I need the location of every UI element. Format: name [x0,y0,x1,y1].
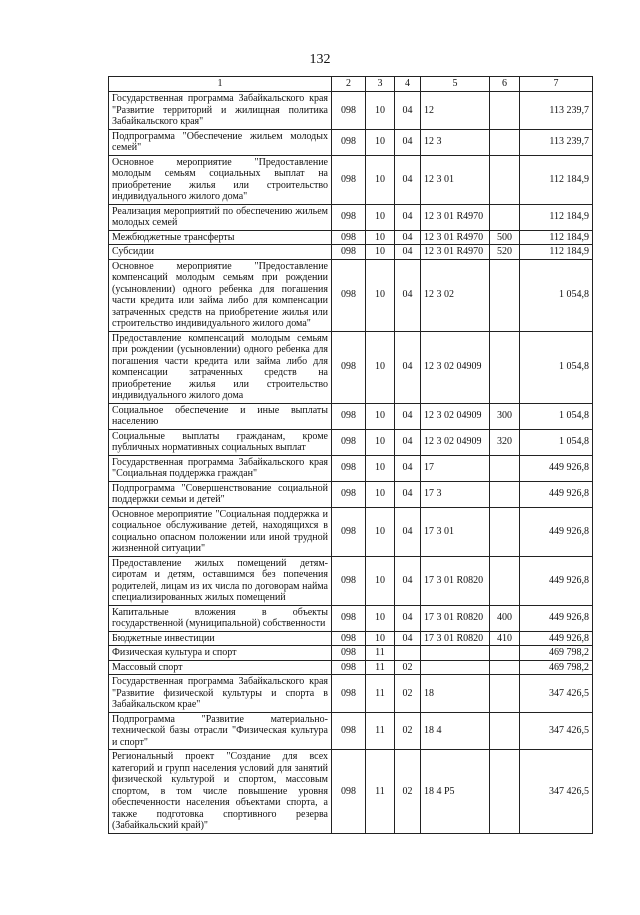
section-code-cell: 10 [366,481,395,507]
expense-type-cell [490,331,520,403]
ministry-code-cell: 098 [332,631,366,646]
row-name-cell: Подпрограмма "Обеспечение жильем молодых семей" [109,129,332,155]
row-name-cell: Социальные выплаты гражданам, кроме публичных нормативных социальных выплат [109,429,332,455]
expense-type-cell [490,660,520,675]
row-name-cell: Физическая культура и спорт [109,646,332,661]
amount-cell: 1 054,8 [520,331,593,403]
expense-type-cell [490,481,520,507]
section-code-cell: 11 [366,646,395,661]
row-name-cell: Бюджетные инвестиции [109,631,332,646]
amount-cell: 113 239,7 [520,129,593,155]
expense-type-cell: 500 [490,230,520,245]
header-cell: 4 [395,77,421,92]
ministry-code-cell: 098 [332,259,366,331]
row-name-cell: Основное мероприятие "Предоставление компенсаций молодым семьям при рождении (усыновлении) одного ребенка для погашения части кредита или займа либо для компенсации затраченных средств на приобретение жилья или строительство индивидуального жилого дома" [109,259,332,331]
section-code-cell: 11 [366,750,395,834]
section-code-cell: 10 [366,605,395,631]
target-article-cell: 12 3 02 04909 [421,403,490,429]
section-code-cell: 10 [366,245,395,260]
target-article-cell: 12 3 01 [421,155,490,204]
amount-cell: 449 926,8 [520,507,593,556]
section-code-cell: 10 [366,204,395,230]
target-article-cell: 12 3 02 04909 [421,331,490,403]
section-code-cell: 10 [366,331,395,403]
expense-type-cell: 300 [490,403,520,429]
expense-type-cell [490,259,520,331]
subsection-code-cell: 04 [395,155,421,204]
target-article-cell: 12 3 02 [421,259,490,331]
expense-type-cell [490,507,520,556]
row-name-cell: Предоставление жилых помещений детям-сиротам и детям, оставшимся без попечения родителей, лицам из их числа по договорам найма специализированных жилых помещений [109,556,332,605]
expense-type-cell: 410 [490,631,520,646]
header-cell: 2 [332,77,366,92]
row-name-cell: Основное мероприятие "Социальная поддержка и социальное обслуживание детей, находящихся в социально опасном положении или иной трудной жизненной ситуации" [109,507,332,556]
amount-cell: 449 926,8 [520,605,593,631]
table-row [109,660,593,675]
section-code-cell: 10 [366,507,395,556]
section-code-cell: 10 [366,129,395,155]
table-row [109,245,593,260]
target-article-cell: 18 4 [421,712,490,750]
table-body [109,92,593,834]
section-code-cell: 11 [366,660,395,675]
subsection-code-cell: 04 [395,230,421,245]
row-name-cell: Государственная программа Забайкальского края "Развитие физической культуры и спорта в Забайкальском крае" [109,675,332,713]
target-article-cell [421,646,490,661]
subsection-code-cell: 04 [395,481,421,507]
section-code-cell: 10 [366,155,395,204]
header-cell: 1 [109,77,332,92]
section-code-cell: 10 [366,429,395,455]
amount-cell: 112 184,9 [520,204,593,230]
table-row [109,481,593,507]
amount-cell: 449 926,8 [520,556,593,605]
subsection-code-cell: 04 [395,455,421,481]
amount-cell: 113 239,7 [520,92,593,130]
amount-cell: 112 184,9 [520,230,593,245]
ministry-code-cell: 098 [332,675,366,713]
target-article-cell: 18 4 P5 [421,750,490,834]
target-article-cell: 12 3 01 R4970 [421,245,490,260]
ministry-code-cell: 098 [332,481,366,507]
target-article-cell: 17 3 01 R0820 [421,631,490,646]
subsection-code-cell: 04 [395,204,421,230]
amount-cell: 469 798,2 [520,660,593,675]
target-article-cell: 17 [421,455,490,481]
amount-cell: 347 426,5 [520,675,593,713]
subsection-code-cell: 04 [395,129,421,155]
subsection-code-cell: 04 [395,631,421,646]
expense-type-cell [490,712,520,750]
target-article-cell: 12 3 02 04909 [421,429,490,455]
amount-cell: 112 184,9 [520,245,593,260]
ministry-code-cell: 098 [332,155,366,204]
table-row [109,230,593,245]
expense-type-cell [490,556,520,605]
row-name-cell: Подпрограмма "Развитие материально-технической базы отрасли "Физическая культура и спорт" [109,712,332,750]
amount-cell: 1 054,8 [520,403,593,429]
subsection-code-cell: 02 [395,675,421,713]
row-name-cell: Региональный проект "Создание для всех категорий и групп населения условий для занятий физической культурой и спортом, массовым спортом, в том числе повышение уровня обеспеченности населения объектами спорта, а также подготовка спортивного резерва (Забайкальский край)" [109,750,332,834]
amount-cell: 449 926,8 [520,481,593,507]
subsection-code-cell: 02 [395,660,421,675]
header-row [109,77,593,92]
ministry-code-cell: 098 [332,230,366,245]
table-row [109,605,593,631]
expense-type-cell [490,750,520,834]
amount-cell: 449 926,8 [520,455,593,481]
subsection-code-cell: 04 [395,605,421,631]
table-row [109,429,593,455]
row-name-cell: Государственная программа Забайкальского края "Социальная поддержка граждан" [109,455,332,481]
ministry-code-cell: 098 [332,605,366,631]
table-row [109,204,593,230]
ministry-code-cell: 098 [332,646,366,661]
table-row [109,259,593,331]
row-name-cell: Субсидии [109,245,332,260]
ministry-code-cell: 098 [332,750,366,834]
amount-cell: 347 426,5 [520,712,593,750]
table-row [109,155,593,204]
subsection-code-cell: 04 [395,92,421,130]
expense-type-cell [490,92,520,130]
expense-type-cell [490,204,520,230]
expense-type-cell: 400 [490,605,520,631]
subsection-code-cell: 04 [395,429,421,455]
header-cell: 3 [366,77,395,92]
row-name-cell: Массовый спорт [109,660,332,675]
budget-table [108,76,593,834]
ministry-code-cell: 098 [332,129,366,155]
ministry-code-cell: 098 [332,455,366,481]
amount-cell: 1 054,8 [520,259,593,331]
header-cell: 7 [520,77,593,92]
section-code-cell: 10 [366,455,395,481]
table-row [109,675,593,713]
subsection-code-cell: 02 [395,750,421,834]
ministry-code-cell: 098 [332,660,366,675]
target-article-cell: 12 [421,92,490,130]
row-name-cell: Социальное обеспечение и иные выплаты населению [109,403,332,429]
table-row [109,507,593,556]
ministry-code-cell: 098 [332,403,366,429]
row-name-cell: Подпрограмма "Совершенствование социальной поддержки семьи и детей" [109,481,332,507]
expense-type-cell [490,129,520,155]
section-code-cell: 10 [366,92,395,130]
amount-cell: 347 426,5 [520,750,593,834]
table-row [109,129,593,155]
section-code-cell: 10 [366,259,395,331]
expense-type-cell: 320 [490,429,520,455]
row-name-cell: Капитальные вложения в объекты государственной (муниципальной) собственности [109,605,332,631]
section-code-cell: 11 [366,675,395,713]
ministry-code-cell: 098 [332,204,366,230]
target-article-cell: 18 [421,675,490,713]
row-name-cell: Предоставление компенсаций молодым семьям при рождении (усыновлении) одного ребенка для погашения части кредита или займа либо для компенсации затраченных средств на приобретение жилья или строительство индивидуального жилого дома [109,331,332,403]
subsection-code-cell: 02 [395,712,421,750]
header-cell: 6 [490,77,520,92]
ministry-code-cell: 098 [332,556,366,605]
expense-type-cell: 520 [490,245,520,260]
target-article-cell: 12 3 01 R4970 [421,204,490,230]
target-article-cell: 17 3 01 [421,507,490,556]
section-code-cell: 10 [366,556,395,605]
subsection-code-cell [395,646,421,661]
target-article-cell [421,660,490,675]
header-cell: 5 [421,77,490,92]
table-row [109,331,593,403]
table-row [109,556,593,605]
ministry-code-cell: 098 [332,712,366,750]
target-article-cell: 12 3 [421,129,490,155]
table-row [109,750,593,834]
subsection-code-cell: 04 [395,331,421,403]
table-row [109,92,593,130]
target-article-cell: 17 3 01 R0820 [421,556,490,605]
row-name-cell: Основное мероприятие "Предоставление молодым семьям социальных выплат на приобретение жилья или строительство индивидуального жилого дома" [109,155,332,204]
row-name-cell: Государственная программа Забайкальского края "Развитие территорий и жилищная политика Забайкальского края" [109,92,332,130]
row-name-cell: Реализация мероприятий по обеспечению жильем молодых семей [109,204,332,230]
subsection-code-cell: 04 [395,245,421,260]
ministry-code-cell: 098 [332,507,366,556]
subsection-code-cell: 04 [395,403,421,429]
ministry-code-cell: 098 [332,245,366,260]
target-article-cell: 12 3 01 R4970 [421,230,490,245]
table-row [109,631,593,646]
section-code-cell: 10 [366,230,395,245]
amount-cell: 449 926,8 [520,631,593,646]
table-row [109,403,593,429]
table-row [109,712,593,750]
ministry-code-cell: 098 [332,429,366,455]
subsection-code-cell: 04 [395,556,421,605]
amount-cell: 1 054,8 [520,429,593,455]
subsection-code-cell: 04 [395,507,421,556]
row-name-cell: Межбюджетные трансферты [109,230,332,245]
section-code-cell: 10 [366,631,395,646]
expense-type-cell [490,155,520,204]
expense-type-cell [490,646,520,661]
page-number: 132 [309,52,331,67]
table-row [109,455,593,481]
subsection-code-cell: 04 [395,259,421,331]
ministry-code-cell: 098 [332,92,366,130]
expense-type-cell [490,675,520,713]
expense-type-cell [490,455,520,481]
table-row [109,646,593,661]
amount-cell: 112 184,9 [520,155,593,204]
section-code-cell: 10 [366,403,395,429]
section-code-cell: 11 [366,712,395,750]
target-article-cell: 17 3 01 R0820 [421,605,490,631]
amount-cell: 469 798,2 [520,646,593,661]
target-article-cell: 17 3 [421,481,490,507]
ministry-code-cell: 098 [332,331,366,403]
